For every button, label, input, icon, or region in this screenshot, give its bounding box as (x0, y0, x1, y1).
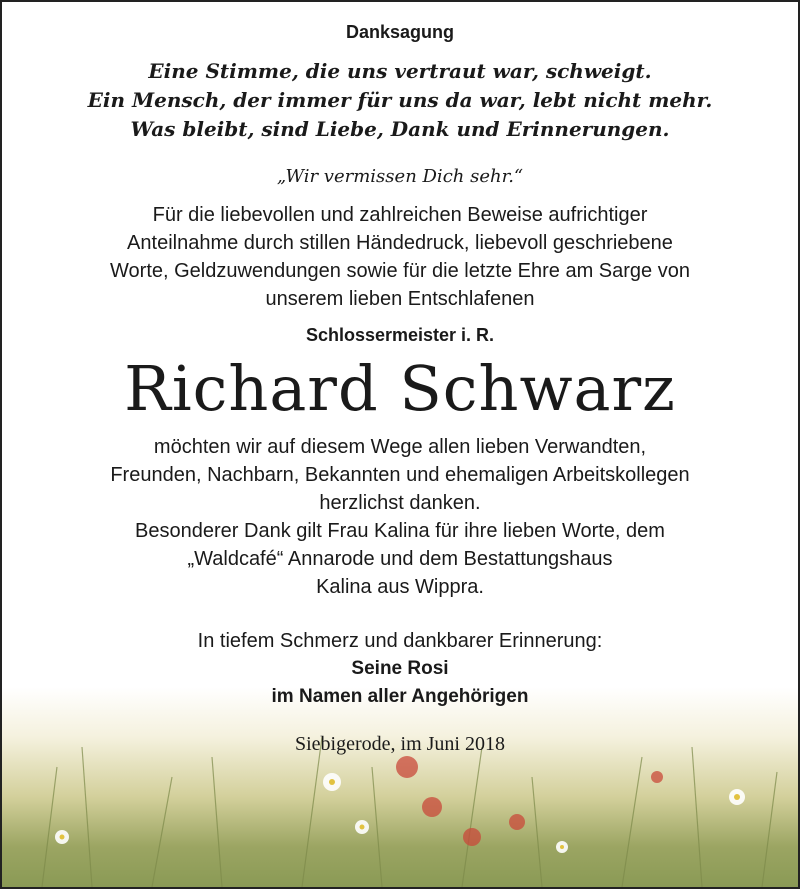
thanks-line: Kalina aus Wippra. (316, 576, 484, 598)
closing-line: In tiefem Schmerz und dankbarer Erinnerung: (197, 630, 603, 652)
poem (2, 57, 798, 144)
intro-line: Für die liebevollen und zahlreichen Beweise aufrichtiger (152, 204, 648, 226)
thanks-line: Freunden, Nachbarn, Bekannten und ehemaligen Arbeitskollegen (110, 464, 690, 486)
heading: Danksagung (345, 22, 455, 42)
short-quote: „Wir vermissen Dich sehr.“ (276, 166, 524, 187)
poem-line: Was bleibt, sind Liebe, Dank und Erinnerungen. (130, 117, 670, 141)
intro-line: Anteilnahme durch stillen Händedruck, liebevoll geschriebene (127, 232, 673, 254)
thanks-paragraph (2, 433, 798, 601)
intro-line: unserem lieben Entschlafenen (265, 288, 535, 310)
signature-line: im Namen aller Angehörigen (271, 686, 529, 707)
deceased-role: Schlossermeister i. R. (305, 325, 495, 345)
signature-line: Seine Rosi (351, 658, 449, 679)
thanks-line: möchten wir auf diesem Wege allen lieben Verwandten, (153, 436, 647, 458)
thanks-line: Besonderer Dank gilt Frau Kalina für ihre lieben Worte, dem (135, 520, 665, 542)
poem-line: Ein Mensch, der immer für uns da war, lebt nicht mehr. (87, 88, 713, 112)
place-date: Siebigerode, im Juni 2018 (295, 733, 505, 755)
intro-paragraph (2, 201, 798, 313)
poem-line: Eine Stimme, die uns vertraut war, schweigt. (148, 59, 652, 83)
thanks-line: herzlichst danken. (319, 492, 481, 514)
deceased-name: Richard Schwarz (124, 352, 676, 425)
thanks-line: „Waldcafé“ Annarode und dem Bestattungshaus (187, 548, 613, 570)
intro-line: Worte, Geldzuwendungen sowie für die letzte Ehre am Sarge von (110, 260, 690, 282)
obituary-content (2, 2, 798, 756)
